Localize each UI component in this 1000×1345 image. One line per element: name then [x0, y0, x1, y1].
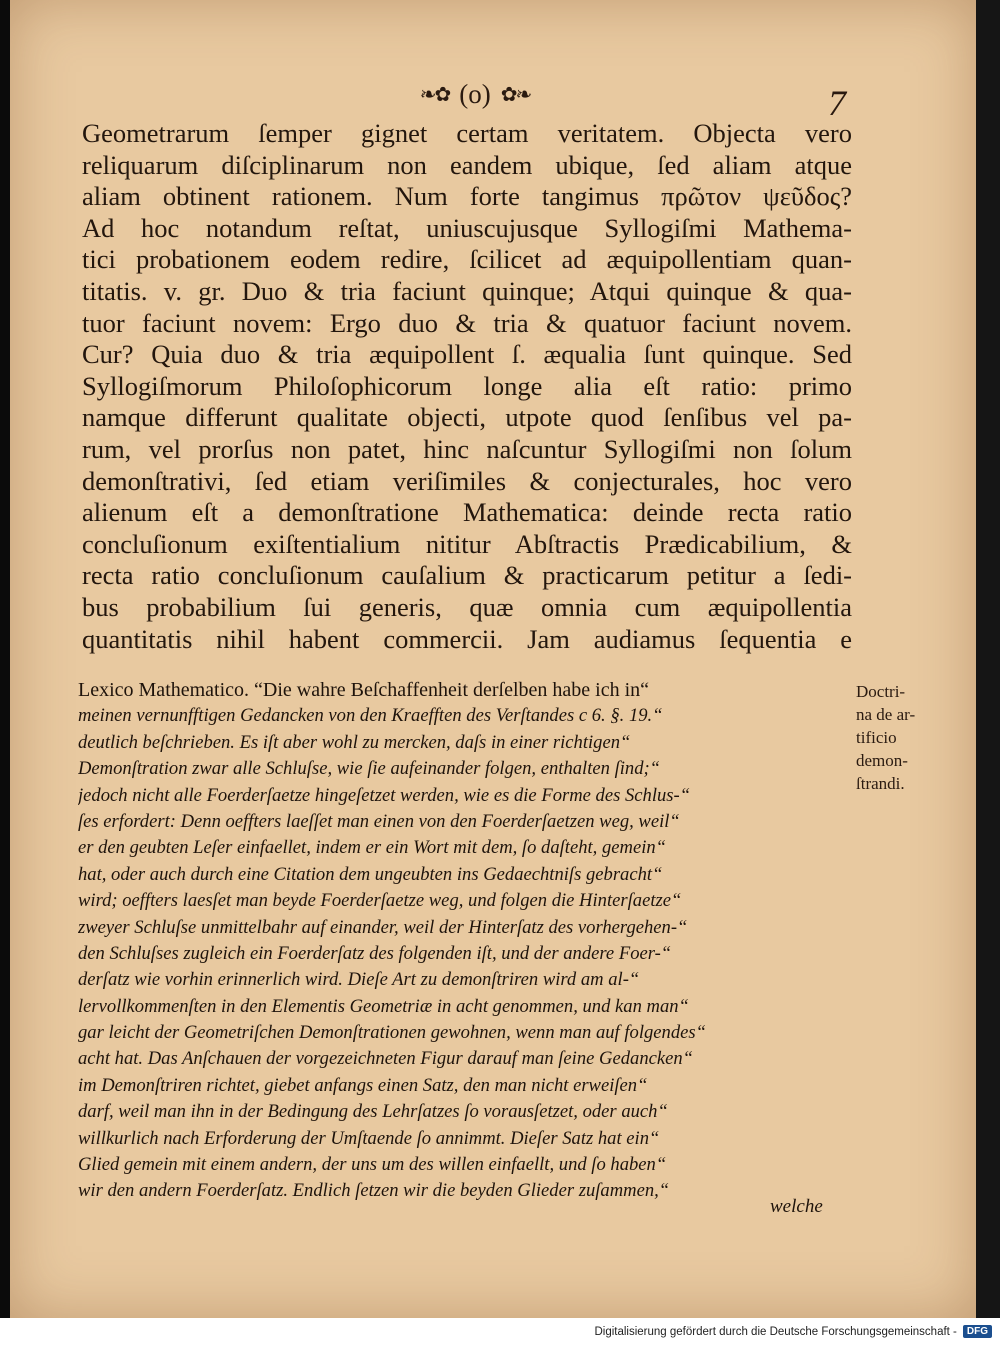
right-ornament-icon: ✿❧ [500, 83, 531, 106]
text-line: quantitatis nihil habent commercii. Jam audiamus ſequentia e [82, 623, 852, 654]
marginal-line: demon- [856, 751, 908, 770]
text-line: hat, oder auch durch eine Citation dem ungeubten ins Gedaechtniſs gebracht“ [78, 863, 663, 885]
text-line: deutlich beſchrieben. Es iſt aber wohl zu mercken, daſs in einer richtigen“ [78, 731, 631, 753]
text-line: Demonſtration zwar alle Schluſse, wie ſie aufeinander folgen, enthalten ſind;“ [78, 758, 661, 780]
marginal-note [856, 680, 956, 795]
text-line: Geometrarum ſemper gignet certam veritatem. Objecta vero [82, 118, 852, 148]
text-line: alienum eſt a demonſtratione Mathematica: deinde recta ratio [82, 497, 852, 528]
text-line: wir den andern Foerderſatz. Endlich ſetzen wir die beyden Glieder zuſammen,“ [78, 1180, 670, 1202]
text-line: meinen vernunfftigen Gedancken von den Kraefften des Verſtandes c 6. §. 19.“ [78, 705, 663, 727]
text-line: im Demonſtriren richtet, giebet anfangs einen Satz, den man nicht erweiſen“ [78, 1074, 648, 1096]
funding-footer [0, 1318, 1000, 1345]
text-line: wird; oeffters laesſet man beyde Foerderſaetze weg, und folgen die Hinterſaetze“ [78, 890, 682, 912]
text-line: lervollkommenſten in den Elementis Geometriæ in acht genommen, und kan man“ [78, 995, 689, 1017]
dfg-logo-icon[interactable]: DFG [963, 1325, 992, 1338]
text-line: jedoch nicht alle Foerderſaetze hingeſetzet werden, wie es die Forme des Schlus-“ [78, 784, 691, 806]
text-line: namque differunt qualitate objecti, utpote quod ſenſibus vel pa- [82, 402, 852, 433]
text-line: gar leicht der Geometriſchen Demonſtrationen gewohnen, wenn man auf folgendes“ [78, 1022, 706, 1044]
text-line: Glied gemein mit einem andern, der uns um des willen einfaellt, und ſo haben“ [78, 1154, 667, 1176]
text-line: reliquarum diſciplinarum non eandem ubique, ſed aliam atque [82, 149, 852, 180]
text-line: aliam obtinent rationem. Num forte tangimus πρῶτον ψεῦδος? [82, 181, 852, 212]
text-line: acht hat. Das Anſchauen der vorgezeichneten Figur darauf man ſeine Gedancken“ [78, 1048, 694, 1070]
text-line: Lexico Mathematico. “Die wahre Beſchaffenheit derſelben habe ich in“ [78, 679, 650, 701]
text-line: bus probabilium ſui generis, quæ omnia cum æquipollentia [82, 591, 852, 622]
text-line: tuor faciunt novem: Ergo duo & tria & quatuor faciunt novem. [82, 307, 852, 338]
text-line: Cur? Quia duo & tria æquipollent ſ. æqualia ſunt quinque. Sed [82, 339, 852, 370]
text-line: demonſtrativi, ſed etiam veriſimiles & conjecturales, hoc vero [82, 465, 852, 496]
text-line: willkurlich nach Erforderung der Umſtaende ſo annimmt. Dieſer Satz hat ein“ [78, 1127, 660, 1149]
page-header [395, 74, 555, 114]
marginal-line: ſtrandi. [856, 774, 905, 793]
text-line: ſes erfordert: Denn oeffters laeſſet man einen von den Foerderſaetzen weg, weil“ [78, 810, 680, 832]
right-edge [976, 0, 1000, 1318]
marginal-line: tificio [856, 728, 897, 747]
german-quotation-block [78, 677, 848, 1205]
text-line: den Schluſses zugleich ein Foerderſatz des folgenden iſt, und der andere Foer-“ [78, 942, 672, 964]
text-line: zweyer Schluſse unmittelbahr auf einander, weil der Hinterſatz des vorhergehen-“ [78, 916, 688, 938]
text-line: Syllogiſmorum Philoſophicorum longe alia eſt ratio: primo [82, 370, 852, 401]
signature-mark: (o) [459, 78, 491, 109]
text-line: darf, weil man ihn in der Bedingung des Lehrſatzes ſo vorausſetzet, oder auch“ [78, 1101, 668, 1123]
text-line: derſatz wie vorhin erinnerlich wird. Dieſe Art zu demonſtriren wird am al-“ [78, 969, 640, 991]
page-number: 7 [828, 83, 846, 123]
text-line: er den geubten Leſer einfaellet, indem er ein Wort mit dem, ſo daſteht, gemein“ [78, 837, 666, 859]
text-line: tici probationem eodem redire, ſcilicet ad æquipollentiam quan- [82, 244, 852, 275]
marginal-line: na de ar- [856, 705, 916, 724]
left-ornament-icon: ❧✿ [419, 83, 450, 106]
text-line: rum, vel prorſus non patet, hinc naſcuntur Syllogiſmi non ſolum [82, 433, 852, 464]
marginal-line: Doctri- [856, 682, 906, 701]
catchword: welche [770, 1196, 823, 1217]
text-line: concluſionum exiſtentialium nititur Abſtractis Prædicabilium, & [82, 528, 852, 559]
text-line: Ad hoc notandum reſtat, uniuscujusque Syllogiſmi Mathema- [82, 212, 852, 243]
footer-text: Digitalisierung gefördert durch die Deutsche Forschungsgemeinschaft - [594, 1325, 957, 1338]
text-line: titatis. v. gr. Duo & tria faciunt quinque; Atqui quinque & qua- [82, 275, 852, 306]
latin-text-block [82, 118, 852, 655]
text-line: recta ratio concluſionum cauſalium & practicarum petitur a ſedi- [82, 560, 852, 591]
left-edge [0, 0, 10, 1318]
